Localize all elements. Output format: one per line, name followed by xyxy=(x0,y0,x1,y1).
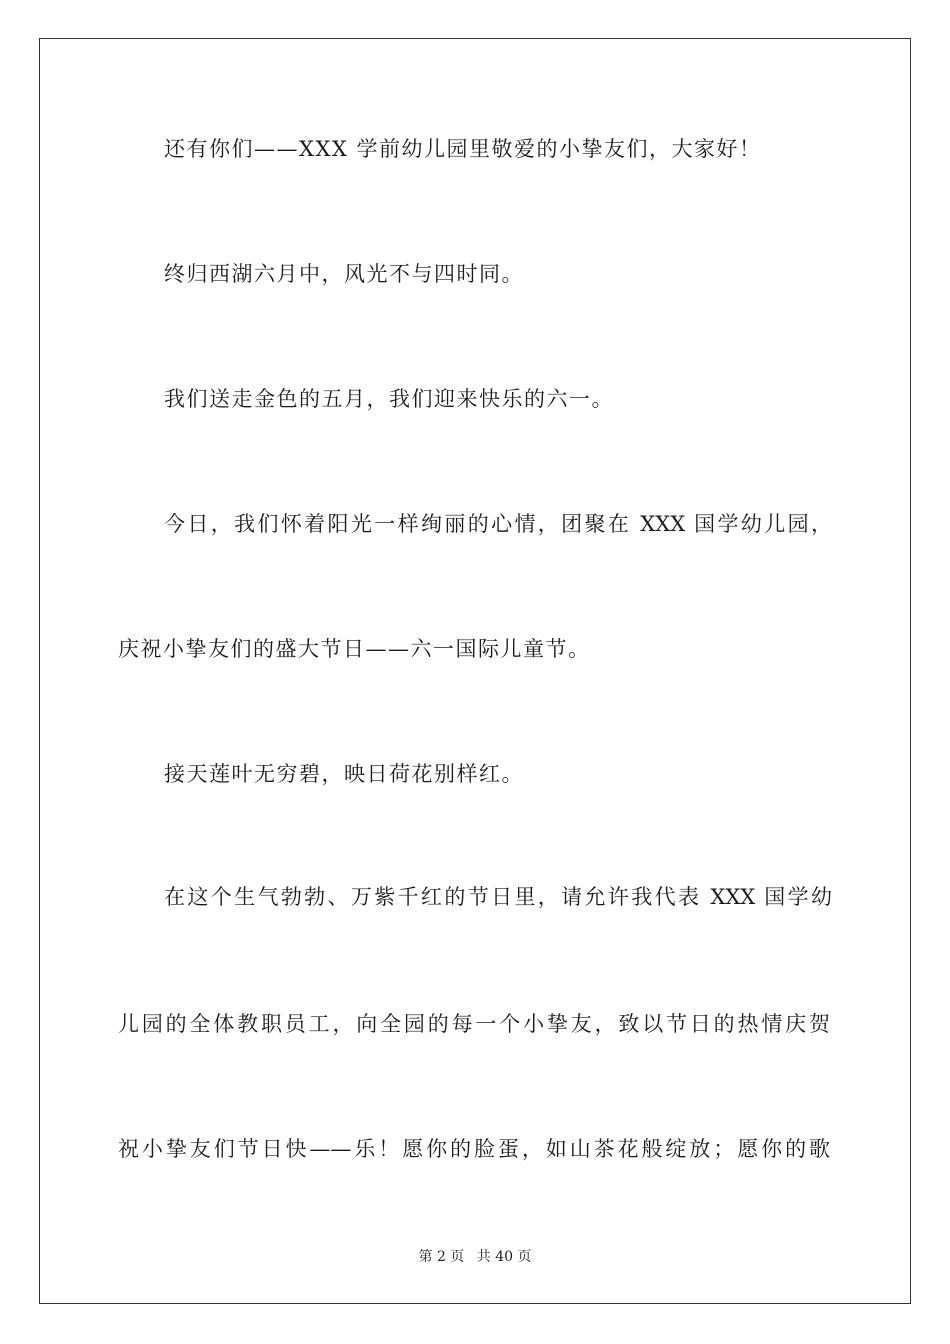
paragraph-line-7: 在这个生气勃勃、万紫千红的节日里，请允许我代表 XXX 国学幼 xyxy=(164,885,832,909)
page-footer xyxy=(0,1248,950,1266)
paragraph-line-6: 接天莲叶无穷碧，映日荷花别样红。 xyxy=(164,762,524,786)
paragraph-line-2: 终归西湖六月中，风光不与四时同。 xyxy=(164,262,524,286)
paragraph-line-8: 儿园的全体教职员工，向全园的每一个小挚友，致以节日的热情庆贺 xyxy=(118,1012,830,1036)
paragraph-line-1: 还有你们——XXX 学前幼儿园里敬爱的小挚友们，大家好！ xyxy=(164,137,762,161)
paragraph-line-9: 祝小挚友们节日快——乐！愿你的脸蛋，如山茶花般绽放；愿你的歌 xyxy=(118,1137,830,1161)
page-number: 第 2 页 xyxy=(418,1249,465,1265)
total-pages: 共 40 页 xyxy=(476,1249,532,1265)
paragraph-line-5: 庆祝小挚友们的盛大节日——六一国际儿童节。 xyxy=(118,637,591,661)
paragraph-line-3: 我们送走金色的五月，我们迎来快乐的六一。 xyxy=(164,387,614,411)
paragraph-line-4: 今日，我们怀着阳光一样绚丽的心情，团聚在 XXX 国学幼儿园， xyxy=(164,512,832,536)
page-frame xyxy=(39,38,911,1304)
